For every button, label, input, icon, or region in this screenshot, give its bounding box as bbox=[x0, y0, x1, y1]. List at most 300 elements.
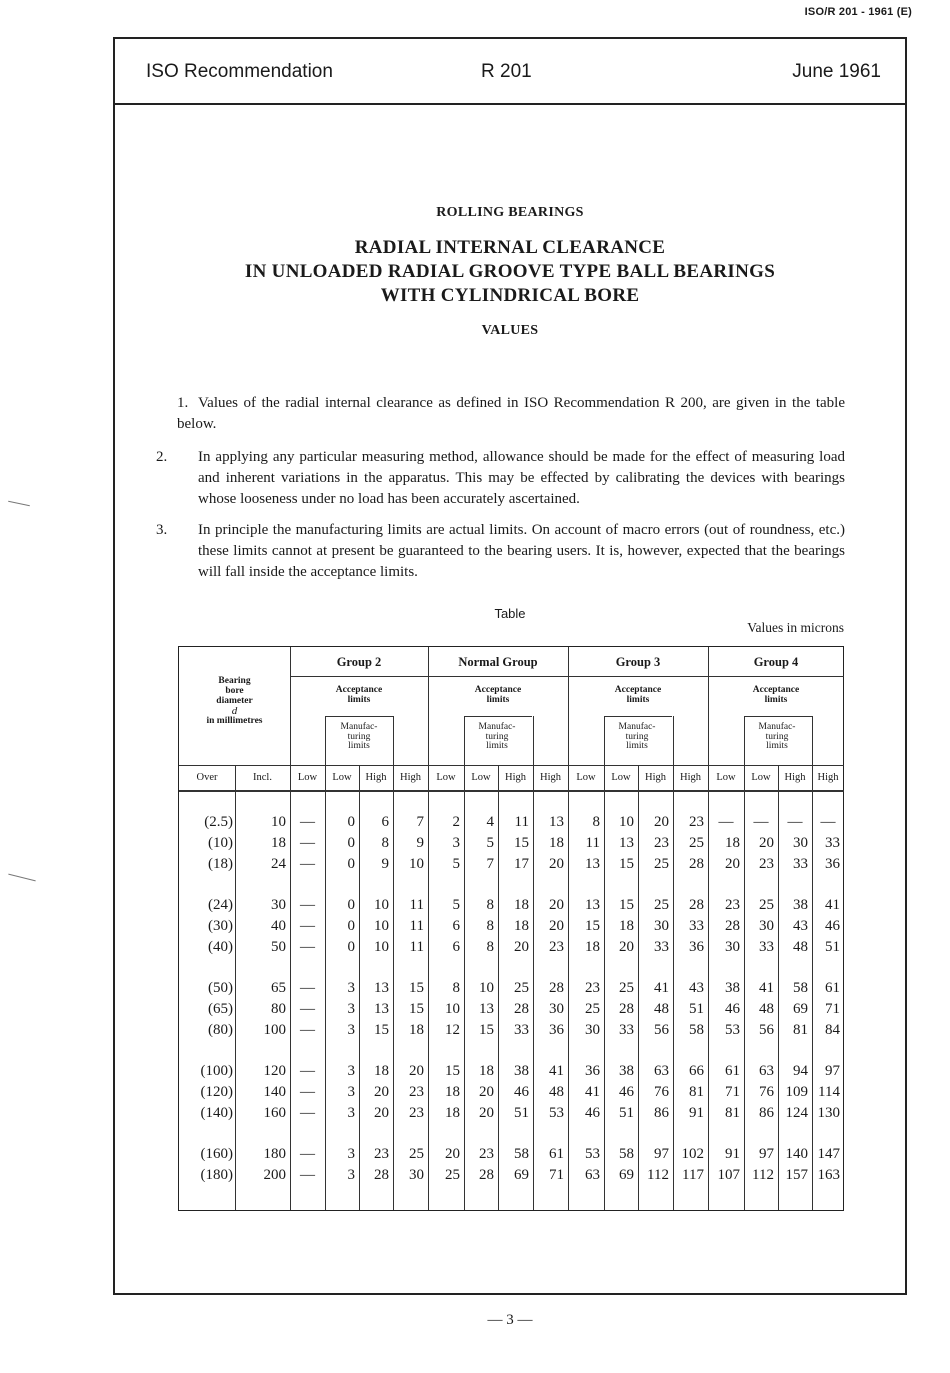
table-cell: 46 bbox=[725, 1001, 740, 1017]
table-cell: — bbox=[753, 814, 769, 830]
table-cell: 25 bbox=[689, 835, 704, 851]
table-cell: 86 bbox=[759, 1105, 774, 1121]
table-cell: 10 bbox=[374, 918, 389, 934]
table-cell: 20 bbox=[374, 1105, 389, 1121]
table-cell: 15 bbox=[514, 835, 529, 851]
acceptance-label-line: Acceptance bbox=[474, 685, 522, 695]
table-cell: 13 bbox=[549, 814, 564, 830]
table-cell: (18) bbox=[208, 856, 233, 872]
table-cell: 71 bbox=[549, 1167, 564, 1183]
bore-header-line: bore bbox=[225, 686, 244, 696]
acceptance-label-line: Acceptance bbox=[752, 685, 800, 695]
col-header-low: Low bbox=[297, 772, 318, 783]
acceptance-label-line: limits bbox=[626, 695, 650, 705]
document-code: ISO/R 201 - 1961 (E) bbox=[804, 6, 912, 18]
table-cell: 18 bbox=[445, 1084, 460, 1100]
table-cell: 30 bbox=[793, 835, 808, 851]
table-cell: 20 bbox=[514, 939, 529, 955]
table-cell: 10 bbox=[409, 856, 424, 872]
table-cell: (30) bbox=[208, 918, 233, 934]
table-row-divider bbox=[290, 676, 844, 677]
table-cell: 43 bbox=[793, 918, 808, 934]
table-cell: 91 bbox=[689, 1105, 704, 1121]
table-cell: 28 bbox=[689, 897, 704, 913]
table-cell: 20 bbox=[654, 814, 669, 830]
table-cell: 30 bbox=[549, 1001, 564, 1017]
table-cell: 100 bbox=[263, 1022, 286, 1038]
col-header-low: Low bbox=[751, 772, 771, 783]
table-cell: 28 bbox=[514, 1001, 529, 1017]
table-cell: 23 bbox=[549, 939, 564, 955]
table-cell: 23 bbox=[725, 897, 740, 913]
table-cell: 53 bbox=[725, 1022, 740, 1038]
table-cell: 9 bbox=[381, 856, 389, 872]
manufacturing-label-line: turing bbox=[765, 731, 789, 742]
table-cell: 51 bbox=[619, 1105, 634, 1121]
title-main bbox=[113, 236, 907, 308]
table-cell: 0 bbox=[347, 918, 355, 934]
table-cell: 12 bbox=[445, 1022, 460, 1038]
manufacturing-label-line: Manufac- bbox=[340, 722, 378, 732]
table-cell: — bbox=[300, 1001, 315, 1017]
table-cell: 81 bbox=[793, 1022, 808, 1038]
table-caption: Table bbox=[494, 606, 526, 621]
acceptance-limits-label bbox=[290, 685, 428, 705]
header-right: June 1961 bbox=[792, 61, 881, 82]
table-cell: — bbox=[300, 1105, 315, 1121]
manufacturing-label-line: Manufac- bbox=[618, 722, 656, 732]
col-header-low: Low bbox=[471, 772, 491, 783]
acceptance-label-line: limits bbox=[764, 695, 788, 705]
title-line-1: RADIAL INTERNAL CLEARANCE bbox=[354, 237, 666, 258]
scan-mark bbox=[8, 874, 35, 882]
table-cell: 56 bbox=[654, 1022, 669, 1038]
table-cell: 112 bbox=[647, 1167, 669, 1183]
table-cell: 86 bbox=[654, 1105, 669, 1121]
table-cell: 15 bbox=[445, 1063, 460, 1079]
table-cell: 76 bbox=[654, 1084, 669, 1100]
table-cell: 46 bbox=[825, 918, 840, 934]
table-cell: 15 bbox=[374, 1022, 389, 1038]
table-cell: 81 bbox=[725, 1105, 740, 1121]
table-cell: 8 bbox=[486, 939, 494, 955]
table-cell: 18 bbox=[374, 1063, 389, 1079]
table-cell: 25 bbox=[654, 856, 669, 872]
table-cell: 41 bbox=[549, 1063, 564, 1079]
manufacturing-label-line: turing bbox=[625, 731, 649, 742]
table-cell: 48 bbox=[793, 939, 808, 955]
table-cell: 23 bbox=[479, 1146, 494, 1162]
table-cell: 18 bbox=[479, 1063, 494, 1079]
table-cell: 33 bbox=[759, 939, 774, 955]
col-header-low: Low bbox=[611, 772, 631, 783]
table-cell: 30 bbox=[409, 1167, 424, 1183]
table-cell: — bbox=[787, 814, 803, 830]
table-cell: 10 bbox=[374, 897, 389, 913]
title-line-2: IN UNLOADED RADIAL GROOVE TYPE BALL BEARINGS bbox=[244, 261, 776, 282]
table-cell: 80 bbox=[271, 1001, 286, 1017]
table-cell: 20 bbox=[479, 1084, 494, 1100]
table-cell: 6 bbox=[381, 814, 389, 830]
table-cell: 18 bbox=[409, 1022, 424, 1038]
table-cell: 140 bbox=[785, 1146, 808, 1162]
table-cell: (80) bbox=[208, 1022, 233, 1038]
table-cell: — bbox=[300, 814, 315, 830]
bore-header-line: in millimetres bbox=[206, 716, 263, 726]
table-cell: 97 bbox=[825, 1063, 840, 1079]
bore-header-line: Bearing bbox=[218, 676, 251, 686]
table-cell: 11 bbox=[514, 814, 529, 830]
paragraph-3 bbox=[156, 520, 845, 583]
table-cell: 8 bbox=[381, 835, 389, 851]
table-cell: 130 bbox=[817, 1105, 840, 1121]
col-header-over: Over bbox=[196, 772, 218, 783]
table-cell: 20 bbox=[445, 1146, 460, 1162]
acceptance-label-line: limits bbox=[347, 695, 371, 705]
table-row-divider bbox=[179, 790, 844, 792]
table-cell: 28 bbox=[725, 918, 740, 934]
table-cell: 63 bbox=[654, 1063, 669, 1079]
table-cell: 13 bbox=[479, 1001, 494, 1017]
frame-right-edge bbox=[905, 37, 907, 1295]
table-cell: 46 bbox=[619, 1084, 634, 1100]
acceptance-limits-label bbox=[568, 685, 708, 705]
col-header-high: High bbox=[400, 772, 421, 783]
table-cell: 0 bbox=[347, 835, 355, 851]
table-cell: 58 bbox=[689, 1022, 704, 1038]
table-cell: 40 bbox=[271, 918, 286, 934]
paragraph-1-text: Values of the radial internal clearance as defined in ISO Recommendation R 200, are given in the table below. bbox=[177, 395, 845, 432]
table-cell: 15 bbox=[619, 856, 634, 872]
table-cell: 48 bbox=[549, 1084, 564, 1100]
table-cell: 10 bbox=[445, 1001, 460, 1017]
table-cell: — bbox=[718, 814, 734, 830]
manufacturing-label-line: turing bbox=[347, 731, 371, 742]
manufacturing-label-line: limits bbox=[766, 741, 788, 751]
table-cell: 6 bbox=[452, 918, 460, 934]
table-cell: 25 bbox=[514, 980, 529, 996]
paragraph-3-text: In principle the manufacturing limits are actual limits. On account of macro errors (out of roundness, etc.) these limits cannot at present be guaranteed to the bearing users. It is, however, expected that the bearings will fall inside the acceptance limits. bbox=[198, 522, 845, 580]
table-cell: 13 bbox=[585, 856, 600, 872]
table-cell: 25 bbox=[654, 897, 669, 913]
table-cell: — bbox=[300, 897, 315, 913]
table-cell: 3 bbox=[347, 1063, 355, 1079]
table-cell: 58 bbox=[514, 1146, 529, 1162]
table-cell: 28 bbox=[689, 856, 704, 872]
table-cell: 23 bbox=[409, 1084, 424, 1100]
table-cell: — bbox=[300, 1167, 315, 1183]
table-cell: 18 bbox=[271, 835, 286, 851]
table-cell: 20 bbox=[409, 1063, 424, 1079]
acceptance-limits-label bbox=[428, 685, 568, 705]
table-cell: 61 bbox=[725, 1063, 740, 1079]
table-cell: (24) bbox=[208, 897, 233, 913]
table-cell: 97 bbox=[759, 1146, 774, 1162]
col-header-low: Low bbox=[576, 772, 596, 783]
table-cell: 18 bbox=[585, 939, 600, 955]
table-cell: 17 bbox=[514, 856, 529, 872]
table-cell: 56 bbox=[759, 1022, 774, 1038]
table-cell: 200 bbox=[263, 1167, 286, 1183]
table-cell: — bbox=[820, 814, 836, 830]
table-cell: 11 bbox=[409, 939, 424, 955]
table-cell: 38 bbox=[619, 1063, 634, 1079]
col-header-low: Low bbox=[332, 772, 352, 783]
manufacturing-label-line: turing bbox=[485, 731, 509, 742]
table-cell: 30 bbox=[654, 918, 669, 934]
table-cell: 30 bbox=[725, 939, 740, 955]
table-cell: 84 bbox=[825, 1022, 840, 1038]
table-cell: (180) bbox=[200, 1167, 233, 1183]
table-cell: — bbox=[300, 1063, 315, 1079]
manufacturing-limits-label bbox=[325, 723, 393, 752]
table-cell: 18 bbox=[445, 1105, 460, 1121]
table-cell: 25 bbox=[445, 1167, 460, 1183]
table-cell: 71 bbox=[825, 1001, 840, 1017]
group-header: Normal Group bbox=[458, 655, 538, 669]
table-cell: (50) bbox=[208, 980, 233, 996]
group-header: Group 2 bbox=[336, 655, 382, 669]
table-cell: 41 bbox=[654, 980, 669, 996]
table-cell: 18 bbox=[514, 897, 529, 913]
table-cell: 30 bbox=[271, 897, 286, 913]
table-cell: 23 bbox=[689, 814, 704, 830]
table-cell: 46 bbox=[585, 1105, 600, 1121]
table-cell: 38 bbox=[514, 1063, 529, 1079]
table-cell: 2 bbox=[452, 814, 460, 830]
table-cell: 13 bbox=[585, 897, 600, 913]
table-cell: 10 bbox=[619, 814, 634, 830]
table-cell: 140 bbox=[263, 1084, 286, 1100]
table-cell: 10 bbox=[479, 980, 494, 996]
table-cell: 124 bbox=[785, 1105, 808, 1121]
col-header-high: High bbox=[645, 772, 666, 783]
table-cell: (120) bbox=[200, 1084, 233, 1100]
table-cell: 20 bbox=[374, 1084, 389, 1100]
table-cell: — bbox=[300, 939, 315, 955]
table-row-divider bbox=[464, 716, 532, 717]
table-cell: — bbox=[300, 835, 315, 851]
manufacturing-limits-label bbox=[603, 723, 671, 752]
table-cell: (160) bbox=[200, 1146, 233, 1162]
table-cell: (40) bbox=[208, 939, 233, 955]
table-cell: 11 bbox=[409, 918, 424, 934]
paragraph-2 bbox=[156, 447, 845, 510]
manufacturing-label-line: limits bbox=[348, 741, 370, 751]
bore-header-line: diameter bbox=[216, 696, 253, 706]
table-cell: 43 bbox=[689, 980, 704, 996]
table-cell: 0 bbox=[347, 897, 355, 913]
table-cell: 120 bbox=[263, 1063, 286, 1079]
table-cell: 58 bbox=[793, 980, 808, 996]
table-cell: 28 bbox=[549, 980, 564, 996]
paragraph-3-number: 3. bbox=[156, 522, 168, 538]
table-cell: 25 bbox=[585, 1001, 600, 1017]
table-cell: 94 bbox=[793, 1063, 808, 1079]
table-cell: 76 bbox=[759, 1084, 774, 1100]
table-cell: 102 bbox=[681, 1146, 704, 1162]
table-cell: 65 bbox=[271, 980, 286, 996]
table-cell: 33 bbox=[689, 918, 704, 934]
table-cell: 81 bbox=[689, 1084, 704, 1100]
table-cell: 0 bbox=[347, 856, 355, 872]
table-cell: 15 bbox=[409, 980, 424, 996]
header-bar bbox=[115, 39, 907, 105]
table-cell: 112 bbox=[752, 1167, 774, 1183]
table-row-divider bbox=[744, 716, 812, 717]
table-cell: 30 bbox=[585, 1022, 600, 1038]
table-row-divider bbox=[604, 716, 672, 717]
table-cell: 30 bbox=[759, 918, 774, 934]
table-cell: 20 bbox=[549, 918, 564, 934]
table-cell: 71 bbox=[725, 1084, 740, 1100]
table-cell: 180 bbox=[263, 1146, 286, 1162]
table-cell: 61 bbox=[549, 1146, 564, 1162]
table-cell: 20 bbox=[549, 856, 564, 872]
table-cell: 3 bbox=[347, 1084, 355, 1100]
acceptance-label-line: Acceptance bbox=[614, 685, 662, 695]
table-cell: 7 bbox=[486, 856, 494, 872]
col-header-incl: Incl. bbox=[253, 772, 272, 783]
table-cell: 58 bbox=[619, 1146, 634, 1162]
table-cell: 23 bbox=[409, 1105, 424, 1121]
table-cell: 36 bbox=[825, 856, 840, 872]
manufacturing-label-line: Manufac- bbox=[478, 722, 516, 732]
col-header-high: High bbox=[817, 772, 839, 783]
table-cell: 91 bbox=[725, 1146, 740, 1162]
manufacturing-label-line: limits bbox=[626, 741, 648, 751]
col-header-high: High bbox=[365, 772, 387, 783]
table-cell: 157 bbox=[785, 1167, 808, 1183]
table-cell: 20 bbox=[725, 856, 740, 872]
col-header-low: Low bbox=[436, 772, 456, 783]
table-cell: 8 bbox=[486, 897, 494, 913]
table-cell: 3 bbox=[347, 1167, 355, 1183]
table-cell: 3 bbox=[347, 1105, 355, 1121]
manufacturing-label-line: limits bbox=[486, 741, 508, 751]
table-cell: 48 bbox=[654, 1001, 669, 1017]
table-cell: 160 bbox=[263, 1105, 286, 1121]
table-cell: 41 bbox=[585, 1084, 600, 1100]
table-cell: 97 bbox=[654, 1146, 669, 1162]
table-row-divider bbox=[179, 765, 844, 766]
table-cell: 53 bbox=[549, 1105, 564, 1121]
acceptance-label-line: Acceptance bbox=[335, 685, 383, 695]
table-cell: — bbox=[300, 1022, 315, 1038]
acceptance-label-line: limits bbox=[486, 695, 510, 705]
table-cell: 6 bbox=[452, 939, 460, 955]
col-header-high: High bbox=[784, 772, 806, 783]
table-cell: 9 bbox=[416, 835, 424, 851]
manufacturing-label-line: Manufac- bbox=[758, 722, 796, 732]
table-cell: 3 bbox=[452, 835, 460, 851]
table-cell: 114 bbox=[818, 1084, 840, 1100]
table-cell: 13 bbox=[374, 1001, 389, 1017]
table-cell: 20 bbox=[549, 897, 564, 913]
table-cell: 3 bbox=[347, 1022, 355, 1038]
table-units: Values in microns bbox=[747, 620, 844, 635]
table-cell: (100) bbox=[200, 1063, 233, 1079]
table-cell: 38 bbox=[725, 980, 740, 996]
clearance-table bbox=[178, 646, 844, 1211]
table-cell: 23 bbox=[759, 856, 774, 872]
table-cell: 0 bbox=[347, 939, 355, 955]
table-cell: 28 bbox=[619, 1001, 634, 1017]
table-cell: 36 bbox=[549, 1022, 564, 1038]
table-cell: — bbox=[300, 980, 315, 996]
col-header-high: High bbox=[540, 772, 561, 783]
table-cell: 10 bbox=[271, 814, 286, 830]
table-cell: — bbox=[300, 1146, 315, 1162]
table-cell: 61 bbox=[825, 980, 840, 996]
paragraph-2-number: 2. bbox=[156, 449, 168, 465]
table-cell: 66 bbox=[689, 1063, 704, 1079]
table-cell: 15 bbox=[619, 897, 634, 913]
table-cell: 51 bbox=[689, 1001, 704, 1017]
manufacturing-limits-label bbox=[743, 723, 811, 752]
table-cell: 69 bbox=[619, 1167, 634, 1183]
table-cell: 23 bbox=[654, 835, 669, 851]
table-cell: 163 bbox=[817, 1167, 840, 1183]
group-header: Group 3 bbox=[615, 655, 661, 669]
table-cell: 28 bbox=[479, 1167, 494, 1183]
paragraph-1-number: 1. bbox=[177, 395, 189, 411]
table-cell: 7 bbox=[416, 814, 424, 830]
table-cell: 18 bbox=[514, 918, 529, 934]
table-cell: 28 bbox=[374, 1167, 389, 1183]
scan-mark bbox=[8, 501, 30, 507]
table-cell: 48 bbox=[759, 1001, 774, 1017]
table-cell: (140) bbox=[200, 1105, 233, 1121]
acceptance-limits-label bbox=[708, 685, 844, 705]
manufacturing-limits-label bbox=[463, 723, 531, 752]
table-cell: 109 bbox=[785, 1084, 808, 1100]
table-cell: 38 bbox=[793, 897, 808, 913]
table-cell: 23 bbox=[585, 980, 600, 996]
table-cell: 8 bbox=[486, 918, 494, 934]
table-cell: 50 bbox=[271, 939, 286, 955]
table-cell: — bbox=[300, 1084, 315, 1100]
table-cell: 5 bbox=[452, 856, 460, 872]
page-number: — 3 — bbox=[487, 1312, 533, 1328]
table-cell: 20 bbox=[619, 939, 634, 955]
header-left: ISO Recommendation bbox=[146, 61, 333, 82]
table-cell: 33 bbox=[514, 1022, 529, 1038]
table-cell: 33 bbox=[825, 835, 840, 851]
table-cell: 4 bbox=[486, 814, 494, 830]
table-cell: 11 bbox=[585, 835, 600, 851]
table-cell: 53 bbox=[585, 1146, 600, 1162]
table-cell: (65) bbox=[208, 1001, 233, 1017]
table-row-divider bbox=[325, 716, 393, 717]
table-cell: — bbox=[300, 856, 315, 872]
table-cell: 20 bbox=[759, 835, 774, 851]
table-cell: 41 bbox=[825, 897, 840, 913]
table-cell: 25 bbox=[759, 897, 774, 913]
table-cell: 10 bbox=[374, 939, 389, 955]
table-cell: 107 bbox=[717, 1167, 740, 1183]
table-cell: 69 bbox=[514, 1167, 529, 1183]
group-header: Group 4 bbox=[753, 655, 799, 669]
table-cell: 15 bbox=[479, 1022, 494, 1038]
table-cell: 18 bbox=[619, 918, 634, 934]
table-cell: 33 bbox=[793, 856, 808, 872]
table-cell: 36 bbox=[689, 939, 704, 955]
bore-diameter-header bbox=[179, 676, 290, 726]
col-header-high: High bbox=[505, 772, 526, 783]
table-cell: 13 bbox=[374, 980, 389, 996]
table-cell: 36 bbox=[585, 1063, 600, 1079]
